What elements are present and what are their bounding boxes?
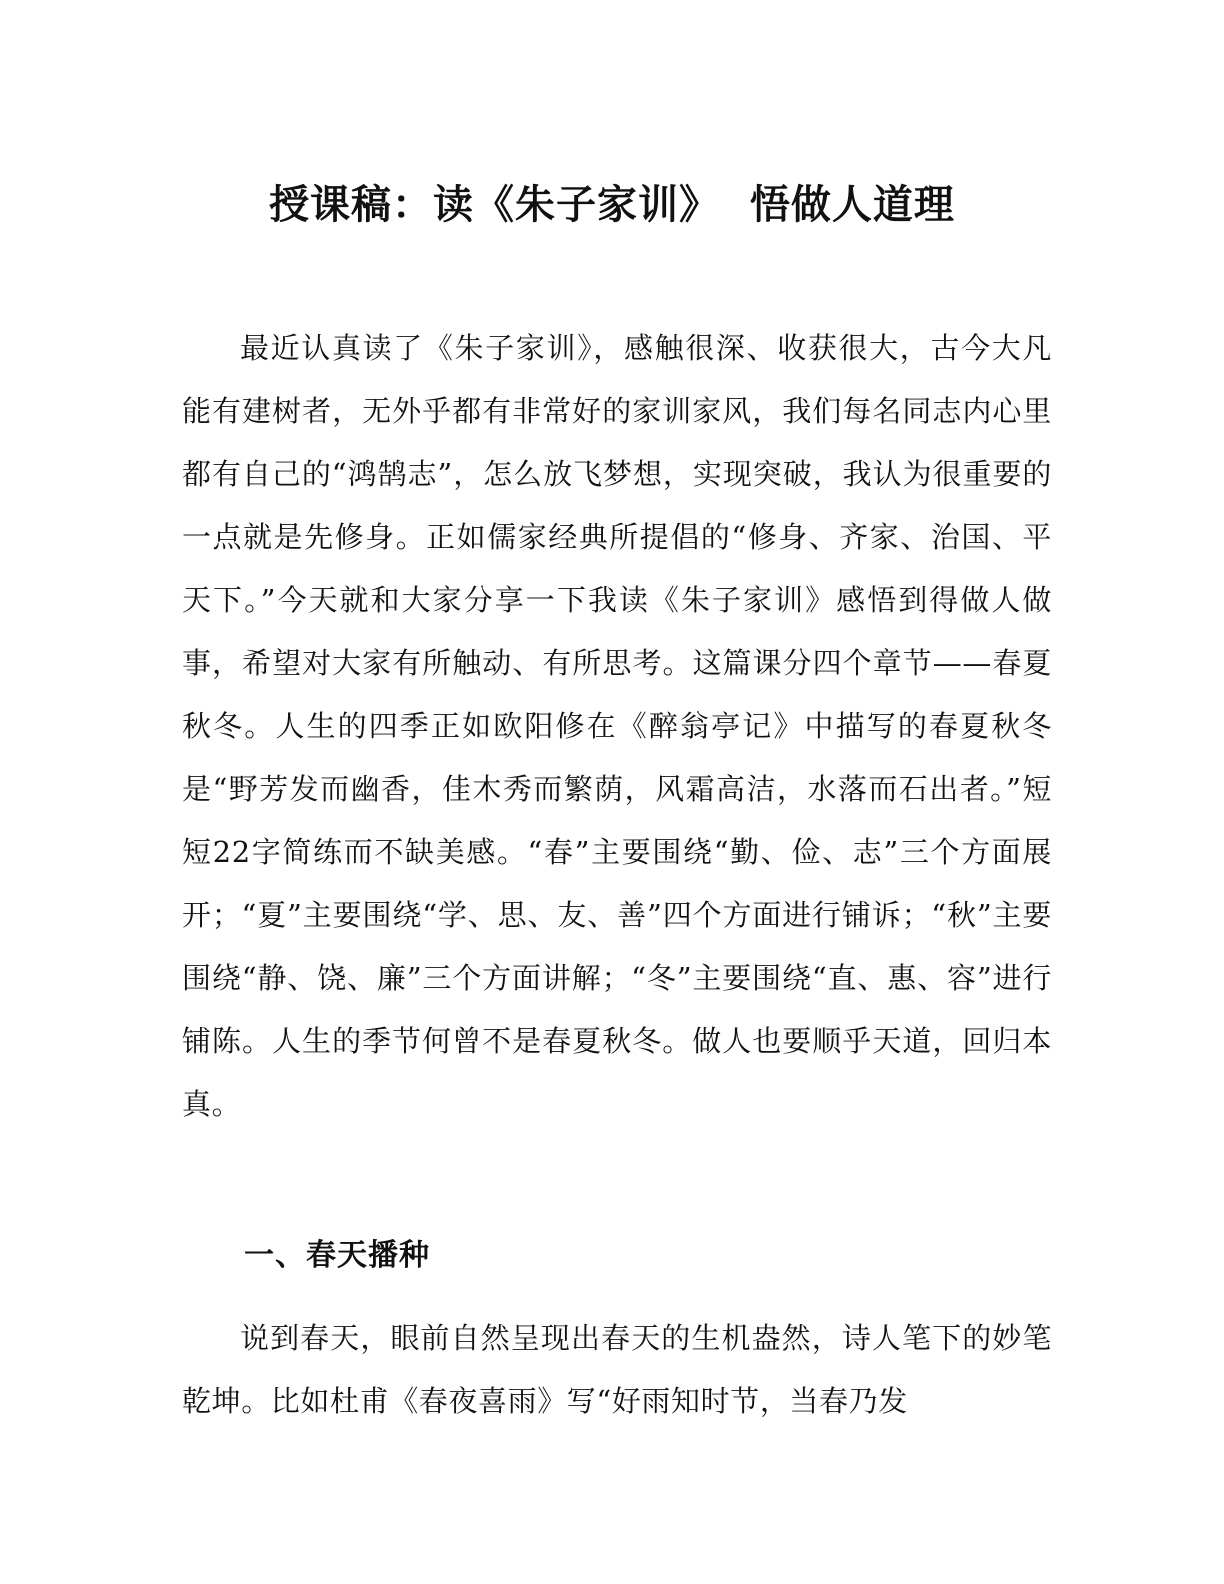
section-heading-spring: 一、春天播种 bbox=[244, 1238, 430, 1273]
spring-paragraph-block bbox=[182, 1307, 1052, 1433]
spring-paragraph: 说到春天，眼前自然呈现出春天的生机盎然，诗人笔下的妙笔乾坤。比如杜甫《春夜喜雨》写“好雨知时节，当春乃发 bbox=[182, 1321, 1052, 1418]
intro-paragraph: 最近认真读了《朱子家训》，感触很深、收获很大，古今大凡能有建树者，无外乎都有非常好的家训家风，我们每名同志内心里都有自己的“鸿鹄志”，怎么放飞梦想，实现突破，我认为很重要的一点就是先修身。正如儒家经典所提倡的“修身、齐家、治国、平天下。”今天就和大家分享一下我读《朱子家训》感悟到得做人做事，希望对大家有所触动、有所思考。这篇课分四个章节——春夏秋冬。人生的四季正如欧阳修在《醉翁亭记》中描写的春夏秋冬是“野芳发而幽香，佳木秀而繁荫，风霜高洁，水落而石出者。”短短22字简练而不缺美感。“春”主要围绕“勤、俭、志”三个方面展开；“夏”主要围绕“学、思、友、善”四个方面进行铺诉；“秋”主要围绕“静、饶、廉”三个方面讲解；“冬”主要围绕“直、惠、容”进行铺陈。人生的季节何曾不是春夏秋冬。做人也要顺乎天道，回归本真。 bbox=[182, 331, 1052, 1121]
document-title: 授课稿：读《朱子家训》 悟做人道理 bbox=[269, 181, 955, 228]
intro-paragraph-block bbox=[182, 317, 1052, 1136]
